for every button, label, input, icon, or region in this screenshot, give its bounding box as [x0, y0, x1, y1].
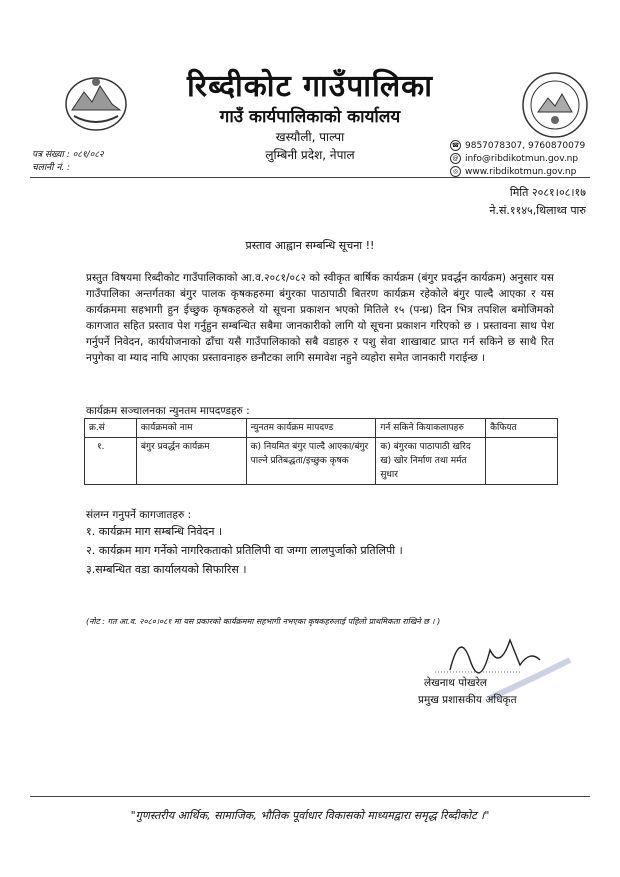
address-line-2: लुम्बिनी प्रदेश, नेपाल	[265, 148, 355, 162]
phone-icon: ☎	[451, 142, 460, 149]
globe-icon: ◎	[450, 166, 461, 177]
cell-activities: क) बंगुरका पाठापाठी खरिद ख) खोर निर्माण तथा मर्मत सुधार	[376, 438, 486, 485]
date-miti: मिति २०८१।०८।१७	[509, 186, 586, 199]
email-icon: @	[450, 153, 461, 164]
phone-text: 9857078307, 9760870079	[465, 140, 586, 151]
patra-sankhya: पत्र संख्या : ०८१/०८२	[32, 150, 104, 160]
document-item-1: १. कार्यक्रम माग सम्बन्धि निवेदन ।	[86, 525, 223, 538]
th-sn: क्र.सं	[85, 419, 137, 438]
table-row	[85, 438, 558, 485]
website-text: www.ribdikotmun.gov.np	[465, 166, 577, 177]
table-header-row	[85, 419, 558, 438]
contact-phone	[450, 140, 585, 151]
body-paragraph: प्रस्तुत विषयमा रिब्दीकोट गाउँपालिकाको आ.व.२०८१/०८२ को स्वीकृत बार्षिक कार्यक्रम (बंगुर प्रवर्द्धन कार्यक्रम) अनुसार यस गाउँपालिका अन्तर्गतका बंगुर पालक कृषकहरुमा बंगुरका पाठापाठी बितरण कार्यक्रम रहेकोले बंगुर पाल्दै आएका र यस कार्यक्रममा सहभागी हुन ईच्छुक कृषकहरुले यो सूचना प्रकाशन भएको मितिले १५ (पन्ध्र) दिन भित्र तपशिल बमोजिमको कागजात सहित प्रस्ताव पेश गर्नुहुन सम्बन्धित सबैमा जानकारीको लागि यो सूचना प्रकाशन गरिएको छ । प्रस्तावना साथ पेश गर्नुपर्ने निवेदन, कार्ययोजनाको ढाँचा यसै गाउँपालिकाको सबै वडाहरु र पशु सेवा शाखाबाट प्राप्त गर्न सकिने छ साथै रित नपुगेका वा म्याद नाघि आएका प्रस्तावनाहरु छनौटका लागि समावेश नहुने व्यहोरा समेत जानकारी गराईन्छ ।	[86, 272, 554, 364]
cell-program-name: बंगुर प्रवर्द्धन कार्यक्रम	[136, 438, 246, 485]
document-item-2: २. कार्यक्रम माग गर्नेको नागरिकताको प्रतिलिपी वा जग्गा लालपुर्जाको प्रतिलिपी ।	[86, 544, 403, 557]
header-divider	[30, 177, 590, 178]
note-text: (नोट : गत आ.व. २०८०।०८१ मा यस प्रकारको कार्यक्रममा सहभागी नभएका कृषकहरुलाई पहिलो प्राथमिकता राखिने छ । )	[86, 617, 441, 626]
cell-sn: १.	[85, 438, 137, 485]
footer-divider	[30, 796, 590, 797]
org-subtitle: गाउँ कार्यपालिकाको कार्यालय	[219, 107, 401, 127]
th-program-name: कार्यक्रमको नाम	[136, 419, 246, 438]
th-activities: गर्न सकिने कियाकलापहरु	[376, 419, 486, 438]
table-title: कार्यक्रम सञ्चालनका न्युनतम मापदण्डहरु :	[86, 405, 250, 417]
criteria-table	[84, 418, 558, 485]
contact-email	[450, 153, 578, 164]
signatory-name: लेखनाथ पोखरेल	[424, 677, 487, 689]
address-line-1: खस्यौली, पाल्पा	[275, 130, 345, 144]
footer-slogan: "गुणस्तरीय आर्थिक, सामाजिक, भौतिक पूर्वाधार विकासको माध्यमद्वारा समृद्ध रिब्दीकोट ।"	[130, 809, 490, 822]
th-remarks: कैफियत	[486, 419, 558, 438]
contact-website	[450, 166, 576, 177]
municipality-logo-icon	[520, 70, 590, 140]
email-text: info@ribdikotmun.gov.np	[465, 153, 579, 164]
th-criteria: न्युनतम कार्यक्रम मापदण्ड	[246, 419, 376, 438]
documents-title: संलग्न गनुपर्ने कागजातहरु :	[86, 509, 192, 521]
cell-criteria: क) नियमित बंगुर पाल्दै आएका/बंगुर पाल्ने प्रतिबद्धता/इच्छुक कृषक	[246, 438, 376, 485]
signatory-title: प्रमुख प्रशासकीय अधिकृत	[418, 694, 517, 706]
cell-remarks	[486, 438, 558, 485]
notice-heading: प्रस्ताव आह्वान सम्बन्धि सूचना !!	[245, 239, 375, 252]
date-nepal-sambat: ने.सं.११४५,थिलाथ्व पारु	[489, 204, 586, 217]
document-item-3: ३.सम्बन्धित वडा कार्यालयको सिफारिस ।	[86, 563, 247, 576]
chalani-number: चलानी नं. :	[32, 163, 71, 173]
org-title: रिब्दीकोट गाउँपालिका	[187, 69, 433, 104]
